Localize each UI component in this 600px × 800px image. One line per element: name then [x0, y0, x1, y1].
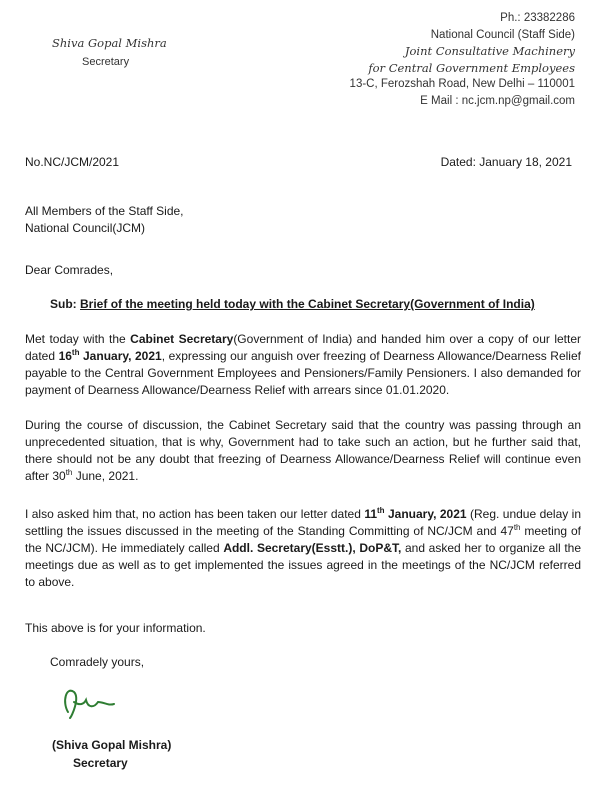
p1-date-rest: January, 2021 — [79, 349, 162, 363]
signature-icon — [58, 672, 118, 732]
p1-date-day: 16 — [58, 349, 72, 363]
org-subtitle-2: for Central Government Employees — [368, 60, 575, 75]
p1-bold-1: Cabinet Secretary — [130, 332, 234, 346]
p3-text-3: meeting of the NC/JCM). He immediately called — [25, 524, 581, 555]
p1-text-2: (Government of India) and handed him over a copy of our letter dated — [25, 332, 582, 363]
letter-date: Dated: January 18, 2021 — [440, 155, 572, 169]
p3-date-rest: January, 2021 — [384, 507, 467, 521]
p3-text-1: I also asked him that, no action has been taken our letter dated — [25, 507, 365, 521]
subject-text: Brief of the meeting held today with the Cabinet Secretary(Government of India) — [80, 297, 535, 311]
p2-text-1: During the course of discussion, the Cabinet Secretary said that the country was passing through an unprecedented situation, that is why, Government had to take such an action, but he further said that, there should not be any doubt that freezing of Dearness Allowance/Dearness Relief will continue even after 30 — [25, 418, 581, 483]
org-name: National Council (Staff Side) — [430, 28, 575, 41]
recipient-block — [25, 203, 581, 237]
salutation: Dear Comrades, — [25, 263, 114, 277]
p1-text-1: Met today with the — [25, 332, 131, 346]
letterhead-right — [300, 10, 575, 109]
phone-number: Ph.: 23382286 — [500, 12, 575, 24]
p2-sup: th — [65, 468, 73, 477]
subject-label: Sub: — [50, 297, 77, 311]
signatory-name: (Shiva Gopal Mishra) — [52, 738, 172, 752]
p3-date-sup: th — [377, 506, 385, 515]
letterhead-title: Secretary — [82, 56, 130, 68]
information-line: This above is for your information. — [25, 621, 206, 635]
paragraph-1 — [25, 331, 581, 399]
p3-bold-date — [364, 507, 466, 521]
reference-number: No.NC/JCM/2021 — [25, 155, 120, 169]
recipient-line-2: National Council(JCM) — [25, 221, 146, 235]
email: E Mail : nc.jcm.np@gmail.com — [420, 94, 575, 107]
p1-bold-date — [59, 349, 162, 363]
org-subtitle: Joint Consultative Machinery — [404, 44, 575, 58]
p2-text-2: June, 2021. — [72, 469, 139, 483]
recipient-line-1: All Members of the Staff Side, — [25, 204, 184, 218]
p1-date-sup: th — [71, 348, 80, 357]
letterhead-name: Shiva Gopal Mishra — [52, 36, 167, 50]
address: 13-C, Ferozshah Road, New Delhi – 110001 — [349, 78, 575, 90]
p3-text-2: (Reg. undue delay in settling the issues discussed in the meeting of the Standing Committing of NC/JCM and 47 — [25, 507, 582, 538]
p3-bold-2: Addl. Secretary(Esstt.), DoP&T, — [223, 541, 402, 555]
letterhead-left — [52, 36, 222, 68]
p3-sup: th — [513, 523, 521, 532]
p3-text-4: and asked her to organize all the meetings due as well as to get implemented the issues agreed in the meetings of the NC/JCM referred to above. — [25, 541, 581, 589]
paragraph-3 — [25, 506, 581, 591]
subject-line — [50, 297, 535, 311]
closing: Comradely yours, — [50, 655, 145, 669]
p3-date-day: 11 — [364, 507, 378, 521]
signatory-title: Secretary — [73, 756, 128, 770]
paragraph-2 — [25, 417, 581, 485]
p1-text-3: , expressing our anguish over freezing of Dearness Allowance/Dearness Relief payable to the Central Government Employees and Pensioners/Family Pensioners. I also demanded for payment of Dearness Allowance/Dearness Relief with arrears since 01.01.2020. — [25, 349, 581, 397]
